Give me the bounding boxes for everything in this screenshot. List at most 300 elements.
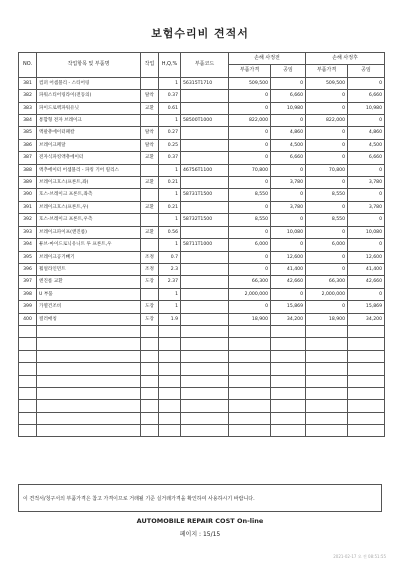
empty-cell (229, 338, 271, 350)
row-no: 397 (19, 276, 37, 288)
row-work (141, 164, 159, 176)
empty-cell (348, 338, 385, 350)
row-after-parts: 509,500 (306, 77, 348, 89)
header-before-parts: 부품가격 (229, 65, 271, 77)
row-after-labor: 3,780 (348, 177, 385, 189)
row-hqty: 1 (159, 77, 181, 89)
row-hqty: 0.37 (159, 152, 181, 164)
empty-cell (181, 325, 229, 337)
empty-cell (229, 412, 271, 424)
empty-cell (348, 387, 385, 399)
empty-cell (229, 375, 271, 387)
row-after-labor: 0 (348, 115, 385, 127)
row-before-labor: 3,780 (271, 177, 306, 189)
empty-cell (159, 325, 181, 337)
row-before-labor: 15,869 (271, 301, 306, 313)
row-no: 389 (19, 177, 37, 189)
row-work: 교환 (141, 201, 159, 213)
row-before-parts: 0 (229, 177, 271, 189)
row-hqty: 0.21 (159, 201, 181, 213)
row-before-labor: 0 (271, 189, 306, 201)
row-work (141, 115, 159, 127)
row-before-labor: 0 (271, 77, 306, 89)
row-no: 390 (19, 189, 37, 201)
row-before-labor: 12,600 (271, 251, 306, 263)
row-no: 395 (19, 251, 37, 263)
row-before-parts: 2,000,000 (229, 288, 271, 300)
empty-row (19, 325, 385, 337)
empty-cell (159, 375, 181, 387)
row-after-parts: 8,550 (306, 189, 348, 201)
empty-cell (306, 363, 348, 375)
empty-cell (348, 350, 385, 362)
row-before-labor: 42,660 (271, 276, 306, 288)
row-no: 387 (19, 152, 37, 164)
row-no: 394 (19, 239, 37, 251)
empty-cell (141, 375, 159, 387)
row-after-parts: 0 (306, 263, 348, 275)
row-before-labor: 0 (271, 164, 306, 176)
empty-cell (271, 325, 306, 337)
empty-cell (306, 412, 348, 424)
empty-cell (37, 325, 141, 337)
row-no: 400 (19, 313, 37, 325)
empty-cell (37, 412, 141, 424)
empty-cell (348, 412, 385, 424)
table-row (19, 177, 385, 189)
row-part-code: 58711T1000 (181, 239, 229, 251)
empty-cell (159, 412, 181, 424)
row-after-parts: 0 (306, 251, 348, 263)
row-work: 교환 (141, 177, 159, 189)
empty-cell (159, 400, 181, 412)
row-after-labor: 0 (348, 239, 385, 251)
row-item: 브레이크호스(프론트,우) (37, 201, 141, 213)
empty-cell (306, 425, 348, 437)
empty-cell (271, 350, 306, 362)
empty-cell (348, 425, 385, 437)
row-hqty: 0.25 (159, 139, 181, 151)
row-after-parts: 0 (306, 102, 348, 114)
row-item: 브레이크호스(프론트,좌) (37, 177, 141, 189)
row-part-code (181, 251, 229, 263)
empty-cell (19, 387, 37, 399)
row-before-parts: 0 (229, 226, 271, 238)
row-before-parts: 0 (229, 301, 271, 313)
empty-cell (19, 338, 37, 350)
row-item: 컬러매칭 (37, 313, 141, 325)
table-row (19, 263, 385, 275)
row-part-code (181, 263, 229, 275)
empty-cell (141, 387, 159, 399)
row-before-parts: 0 (229, 139, 271, 151)
row-after-labor: 0 (348, 164, 385, 176)
row-part-code: 58732T1500 (181, 214, 229, 226)
row-part-code (181, 301, 229, 313)
table-row (19, 90, 385, 102)
row-no: 386 (19, 139, 37, 151)
empty-row (19, 400, 385, 412)
row-after-parts: 2,000,000 (306, 288, 348, 300)
header-after-group: 손해 사정후 (306, 53, 385, 65)
row-part-code (181, 127, 229, 139)
row-hqty: 1 (159, 115, 181, 127)
row-after-labor: 0 (348, 189, 385, 201)
row-before-parts: 8,550 (229, 189, 271, 201)
row-no: 393 (19, 226, 37, 238)
row-after-parts: 0 (306, 226, 348, 238)
empty-cell (37, 338, 141, 350)
empty-cell (19, 325, 37, 337)
row-after-labor: 0 (348, 77, 385, 89)
row-after-labor: 15,869 (348, 301, 385, 313)
row-after-parts: 8,550 (306, 214, 348, 226)
empty-row (19, 387, 385, 399)
empty-cell (306, 400, 348, 412)
empty-row (19, 363, 385, 375)
row-part-code (181, 152, 229, 164)
header-before-labor: 공임 (271, 65, 306, 77)
header-hqty: H,Q,% (159, 53, 181, 78)
row-hqty: 1 (159, 301, 181, 313)
row-no: 382 (19, 90, 37, 102)
empty-cell (181, 338, 229, 350)
empty-cell (19, 363, 37, 375)
row-part-code: 46756T1100 (181, 164, 229, 176)
empty-row (19, 375, 385, 387)
row-work (141, 239, 159, 251)
empty-cell (141, 425, 159, 437)
row-before-parts: 822,000 (229, 115, 271, 127)
row-after-parts: 822,000 (306, 115, 348, 127)
row-item: 파워스티어링라이(전동의) (37, 90, 141, 102)
empty-cell (348, 375, 385, 387)
row-item: 가열건조비 (37, 301, 141, 313)
row-after-labor: 34,200 (348, 313, 385, 325)
row-work (141, 77, 159, 89)
empty-cell (181, 400, 229, 412)
empty-cell (19, 425, 37, 437)
empty-cell (306, 387, 348, 399)
table-row (19, 152, 385, 164)
row-no: 381 (19, 77, 37, 89)
row-hqty: 0.56 (159, 226, 181, 238)
row-before-parts: 70,800 (229, 164, 271, 176)
table-row (19, 276, 385, 288)
row-after-parts: 70,800 (306, 164, 348, 176)
empty-cell (271, 412, 306, 424)
row-before-labor: 0 (271, 288, 306, 300)
row-after-labor: 10,080 (348, 226, 385, 238)
row-before-parts: 0 (229, 127, 271, 139)
empty-cell (271, 363, 306, 375)
empty-cell (159, 363, 181, 375)
table-row (19, 77, 385, 89)
row-hqty: 0.27 (159, 127, 181, 139)
row-part-code: 58500T1000 (181, 115, 229, 127)
row-item: 튜브-마이드로닉유니트 투 프론트,우 (37, 239, 141, 251)
estimate-table (18, 52, 385, 437)
row-part-code (181, 90, 229, 102)
row-after-parts: 0 (306, 301, 348, 313)
empty-cell (181, 425, 229, 437)
empty-cell (19, 412, 37, 424)
row-item: 액추에이터 어셈블리 - 파킹 기어 릴리스 (37, 164, 141, 176)
empty-cell (271, 338, 306, 350)
row-hqty: 0.21 (159, 177, 181, 189)
row-after-labor: 6,660 (348, 90, 385, 102)
empty-cell (37, 350, 141, 362)
empty-cell (37, 425, 141, 437)
empty-cell (306, 350, 348, 362)
row-hqty: 1 (159, 239, 181, 251)
row-before-parts: 0 (229, 90, 271, 102)
row-after-labor: 4,500 (348, 139, 385, 151)
row-work: 조정 (141, 263, 159, 275)
row-hqty: 0.37 (159, 90, 181, 102)
row-before-labor: 10,980 (271, 102, 306, 114)
row-after-labor: 0 (348, 288, 385, 300)
row-before-labor: 0 (271, 214, 306, 226)
row-item: 브레이크페달 (37, 139, 141, 151)
empty-row (19, 412, 385, 424)
row-after-parts: 0 (306, 90, 348, 102)
empty-cell (141, 350, 159, 362)
empty-cell (271, 387, 306, 399)
row-no: 396 (19, 263, 37, 275)
row-item: 휠얼라인먼트 (37, 263, 141, 275)
table-row (19, 102, 385, 114)
row-item: 호스-브레이크 프론트,우측 (37, 214, 141, 226)
row-before-labor: 0 (271, 239, 306, 251)
row-item: 엔진룸 교환 (37, 276, 141, 288)
row-no: 383 (19, 102, 37, 114)
empty-cell (271, 400, 306, 412)
row-after-labor: 42,660 (348, 276, 385, 288)
row-before-parts: 0 (229, 251, 271, 263)
empty-cell (37, 375, 141, 387)
row-work: 탈착 (141, 90, 159, 102)
header-no: NO. (19, 53, 37, 78)
row-before-labor: 4,860 (271, 127, 306, 139)
row-work: 탈착 (141, 139, 159, 151)
row-item: 호스-브레이크 프론트,좌측 (37, 189, 141, 201)
header-after-parts: 부품가격 (306, 65, 348, 77)
row-before-labor: 10,080 (271, 226, 306, 238)
header-before-group: 손해 사정전 (229, 53, 306, 65)
row-no: 399 (19, 301, 37, 313)
row-hqty: 2.37 (159, 276, 181, 288)
empty-cell (229, 425, 271, 437)
empty-cell (181, 363, 229, 375)
row-hqty: 1 (159, 164, 181, 176)
row-no: 391 (19, 201, 37, 213)
row-before-parts: 6,000 (229, 239, 271, 251)
row-item: 파이드로맥파워유닛 (37, 102, 141, 114)
row-work: 교환 (141, 152, 159, 164)
empty-cell (306, 375, 348, 387)
header-row-1 (19, 53, 385, 65)
empty-cell (271, 375, 306, 387)
header-item: 작업항목 및 부품명 (37, 53, 141, 78)
empty-row (19, 338, 385, 350)
header-work: 작업 (141, 53, 159, 78)
table-row (19, 301, 385, 313)
row-item: 컴퍼 어셈블리 - 스티어링 (37, 77, 141, 89)
empty-cell (19, 375, 37, 387)
row-no: 398 (19, 288, 37, 300)
row-after-labor: 4,860 (348, 127, 385, 139)
empty-cell (19, 400, 37, 412)
table-row (19, 239, 385, 251)
row-after-parts: 0 (306, 177, 348, 189)
table-row (19, 251, 385, 263)
row-after-parts: 0 (306, 139, 348, 151)
row-work: 조정 (141, 251, 159, 263)
row-before-parts: 0 (229, 201, 271, 213)
empty-cell (141, 338, 159, 350)
row-work: 도장 (141, 301, 159, 313)
row-part-code (181, 226, 229, 238)
table-row (19, 226, 385, 238)
row-item: 브레이크파이프(앤진룸) (37, 226, 141, 238)
table-row (19, 139, 385, 151)
row-after-labor: 6,660 (348, 152, 385, 164)
table-row (19, 127, 385, 139)
row-work: 도장 (141, 313, 159, 325)
table-row (19, 214, 385, 226)
row-work (141, 288, 159, 300)
empty-cell (229, 400, 271, 412)
table-row (19, 164, 385, 176)
row-part-code (181, 276, 229, 288)
empty-cell (181, 412, 229, 424)
empty-cell (348, 363, 385, 375)
empty-cell (181, 350, 229, 362)
row-before-parts: 0 (229, 263, 271, 275)
row-part-code (181, 201, 229, 213)
row-no: 385 (19, 127, 37, 139)
row-part-code (181, 102, 229, 114)
empty-cell (141, 363, 159, 375)
row-no: 388 (19, 164, 37, 176)
row-before-labor: 3,780 (271, 201, 306, 213)
row-hqty: 0.61 (159, 102, 181, 114)
row-before-parts: 18,900 (229, 313, 271, 325)
row-before-labor: 41,400 (271, 263, 306, 275)
header-after-labor: 공임 (348, 65, 385, 77)
row-part-code (181, 139, 229, 151)
empty-cell (159, 425, 181, 437)
row-part-code: 56315T1710 (181, 77, 229, 89)
empty-cell (306, 325, 348, 337)
row-after-labor: 0 (348, 214, 385, 226)
row-work (141, 189, 159, 201)
row-item: 통합형 전자 브레이크 (37, 115, 141, 127)
row-after-parts: 0 (306, 201, 348, 213)
empty-cell (229, 387, 271, 399)
row-hqty: 0.7 (159, 251, 181, 263)
table-row (19, 201, 385, 213)
empty-cell (37, 400, 141, 412)
row-part-code: 58731T1500 (181, 189, 229, 201)
print-timestamp: 2021-02-17 오 전 08:51:55 (333, 554, 386, 559)
row-part-code (181, 177, 229, 189)
empty-row (19, 425, 385, 437)
empty-cell (141, 325, 159, 337)
row-before-labor: 6,660 (271, 90, 306, 102)
empty-cell (348, 400, 385, 412)
empty-cell (37, 363, 141, 375)
row-after-parts: 0 (306, 152, 348, 164)
row-after-parts: 18,900 (306, 313, 348, 325)
row-hqty: 1 (159, 288, 181, 300)
row-after-parts: 6,000 (306, 239, 348, 251)
row-after-labor: 41,400 (348, 263, 385, 275)
row-work: 교환 (141, 102, 159, 114)
row-before-labor: 4,500 (271, 139, 306, 151)
row-after-parts: 66,300 (306, 276, 348, 288)
empty-cell (159, 387, 181, 399)
row-hqty: 1.9 (159, 313, 181, 325)
header-part-code: 부품코드 (181, 53, 229, 78)
row-item: 브레이크공기빼기 (37, 251, 141, 263)
table-row (19, 189, 385, 201)
row-no: 392 (19, 214, 37, 226)
row-before-parts: 8,550 (229, 214, 271, 226)
row-before-labor: 34,200 (271, 313, 306, 325)
empty-cell (141, 412, 159, 424)
row-before-labor: 0 (271, 115, 306, 127)
empty-cell (271, 425, 306, 437)
row-before-labor: 6,660 (271, 152, 306, 164)
row-before-parts: 0 (229, 152, 271, 164)
row-before-parts: 509,500 (229, 77, 271, 89)
row-part-code (181, 313, 229, 325)
row-item: U 부품 (37, 288, 141, 300)
row-work (141, 214, 159, 226)
row-before-parts: 0 (229, 102, 271, 114)
row-no: 384 (19, 115, 37, 127)
row-work: 탈착 (141, 127, 159, 139)
empty-cell (229, 350, 271, 362)
row-after-parts: 0 (306, 127, 348, 139)
empty-cell (19, 350, 37, 362)
empty-cell (306, 338, 348, 350)
empty-cell (348, 325, 385, 337)
empty-row (19, 350, 385, 362)
row-work: 교환 (141, 226, 159, 238)
row-after-labor: 12,600 (348, 251, 385, 263)
page-number: 페이지 : 15/15 (179, 531, 221, 538)
footer-title: AUTOMOBILE REPAIR COST On-line (136, 517, 264, 525)
empty-cell (141, 400, 159, 412)
table-row (19, 115, 385, 127)
empty-cell (229, 363, 271, 375)
row-before-parts: 66,300 (229, 276, 271, 288)
empty-cell (229, 325, 271, 337)
empty-cell (37, 387, 141, 399)
row-hqty: 2.3 (159, 263, 181, 275)
row-hqty: 1 (159, 189, 181, 201)
empty-cell (181, 387, 229, 399)
row-part-code (181, 288, 229, 300)
row-after-labor: 10,980 (348, 102, 385, 114)
table-row (19, 313, 385, 325)
row-after-labor: 3,780 (348, 201, 385, 213)
row-item: 액팔츄에이터패칼 (37, 127, 141, 139)
empty-cell (181, 375, 229, 387)
